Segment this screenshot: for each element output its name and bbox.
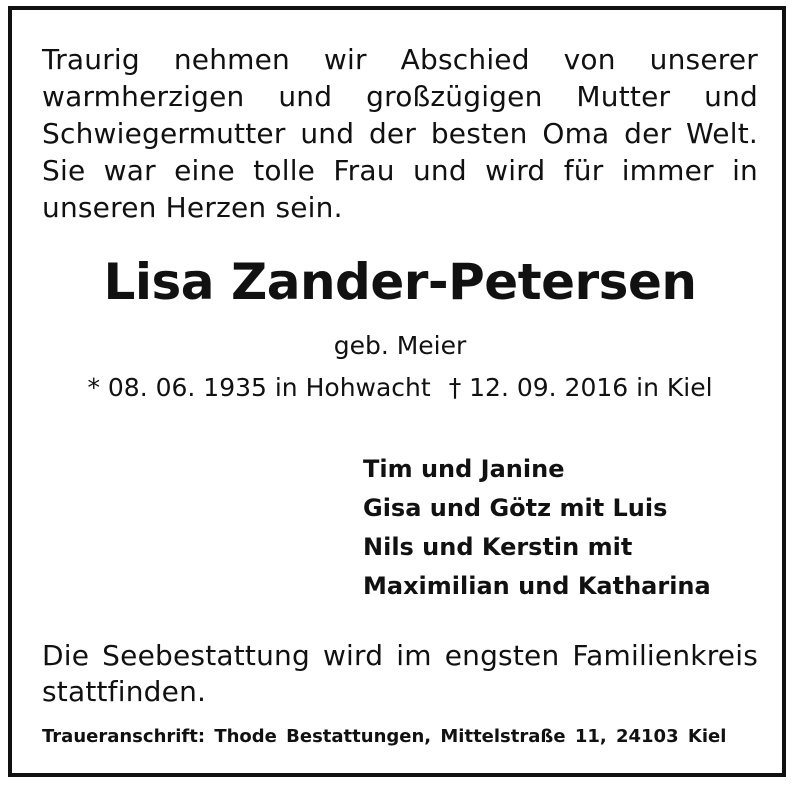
birth-date: * 08. 06. 1935 in Hohwacht [87,373,431,402]
mourner-line: Tim und Janine [363,455,565,483]
birth-name: geb. Meier [333,331,467,360]
deceased-name: Lisa Zander-Petersen [103,253,697,311]
mourning-address: Traueranschrift: Thode Bestattungen, Mittelstraße 11, 24103 Kiel [42,726,727,747]
mourner-line: Nils und Kerstin mit [363,533,633,561]
intro-text: Traurig nehmen wir Abschied von unserer warmherzigen und großzügigen Mutter und Schwiegermutter und der besten Oma der Welt. Sie war eine tolle Frau und wird für immer in unseren Herzen sein. [42,43,758,224]
life-dates [0,371,800,405]
death-date: † 12. 09. 2016 in Kiel [448,373,713,402]
mourner-line: Maximilian und Katharina [363,572,711,600]
mourners-list [363,450,711,606]
closing-text: Die Seebestattung wird im engsten Familienkreis stattfinden. [42,639,758,708]
mourner-line: Gisa und Götz mit Luis [363,494,668,522]
